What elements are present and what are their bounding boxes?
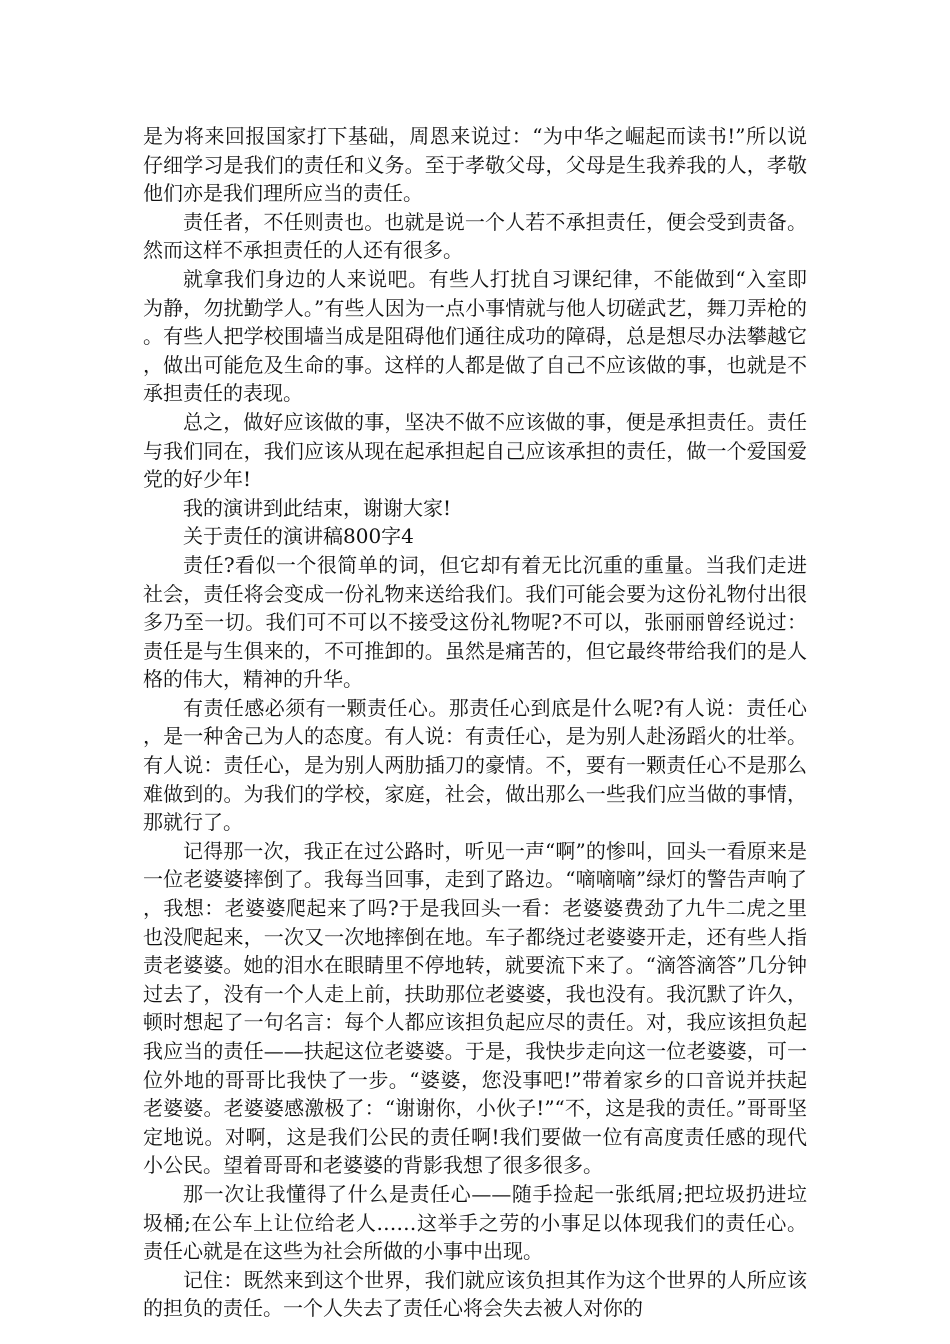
paragraph-7: 责任?看似一个很简单的词，但它却有着无比沉重的重量。当我们走进社会，责任将会变成一份礼物来送给我们。我们可能会要为这份礼物付出很多乃至一切。我们可不可以不接受这份礼物呢?不可以，张丽丽曾经说过：责任是与生俱来的，不可推卸的。虽然是痛苦的，但它最终带给我们的是人格的伟大，精神的升华。 [143, 552, 807, 692]
paragraph-9: 记得那一次，我正在过公路时，听见一声“啊”的惨叫，回头一看原来是一位老婆婆摔倒了。我每当回事，走到了路边。“嘀嘀嘀”绿灯的警告声响了，我想：老婆婆爬起来了吗?于是我回头一看：老婆婆费劲了九牛二虎之里也没爬起来，一次又一次地摔倒在地。车子都绕过老婆婆开走，还有些人指责老婆婆。她的泪水在眼睛里不停地转，就要流下来了。“滴答滴答”几分钟过去了，没有一个人走上前，扶助那位老婆婆，我也没有。我沉默了许久，顿时想起了一句名言：每个人都应该担负起应尽的责任。对，我应该担负起我应当的责任——扶起这位老婆婆。于是，我快步走向这一位老婆婆，可一位外地的哥哥比我快了一步。“婆婆，您没事吧!”带着家乡的口音说并扶起老婆婆。老婆婆感激极了：“谢谢你，小伙子!”“不，这是我的责任。”哥哥坚定地说。对啊，这是我们公民的责任啊!我们要做一位有高度责任感的现代小公民。望着哥哥和老婆婆的背影我想了很多很多。 [143, 838, 807, 1178]
paragraph-3: 就拿我们身边的人来说吧。有些人打扰自习课纪律，不能做到“入室即为静，勿扰勤学人。”有些人因为一点小事情就与他人切磋武艺，舞刀弄枪的。有些人把学校围墙当成是阻碍他们通往成功的障碍，总是想尽办法攀越它，做出可能危及生命的事。这样的人都是做了自己不应该做的事，也就是不承担责任的表现。 [143, 266, 807, 406]
paragraph-1: 是为将来回报国家打下基础，周恩来说过：“为中华之崛起而读书!”所以说仔细学习是我们的责任和义务。至于孝敬父母，父母是生我养我的人，孝敬他们亦是我们理所应当的责任。 [143, 124, 807, 206]
paragraph-8: 有责任感必须有一颗责任心。那责任心到底是什么呢?有人说：责任心，是一种舍己为人的态度。有人说：有责任心，是为别人赴汤蹈火的壮举。有人说：责任心，是为别人两肋插刀的豪情。不，要有一颗责任心不是那么难做到的。为我们的学校，家庭，社会，做出那么一些我们应当做的事情，那就行了。 [143, 695, 807, 835]
paragraph-10: 那一次让我懂得了什么是责任心——随手捡起一张纸屑;把垃圾扔进垃圾桶;在公车上让位给老人……这举手之劳的小事足以体现我们的责任心。责任心就是在这些为社会所做的小事中出现。 [143, 1181, 807, 1264]
paragraph-4: 总之，做好应该做的事，坚决不做不应该做的事，便是承担责任。责任与我们同在，我们应该从现在起承担起自己应该承担的责任，做一个爱国爱党的好少年! [143, 409, 807, 492]
closing-line: 我的演讲到此结束，谢谢大家! [183, 495, 452, 520]
paragraph-2: 责任者，不任则责也。也就是说一个人若不承担责任，便会受到责备。然而这样不承担责任的人还有很多。 [143, 209, 807, 263]
paragraph-11: 记住：既然来到这个世界，我们就应该负担其作为这个世界的人所应该的担负的责任。一个人失去了责任心将会失去被人对你的 [143, 1267, 807, 1321]
section-heading: 关于责任的演讲稿800字4 [183, 524, 414, 549]
document-body [143, 122, 807, 1323]
